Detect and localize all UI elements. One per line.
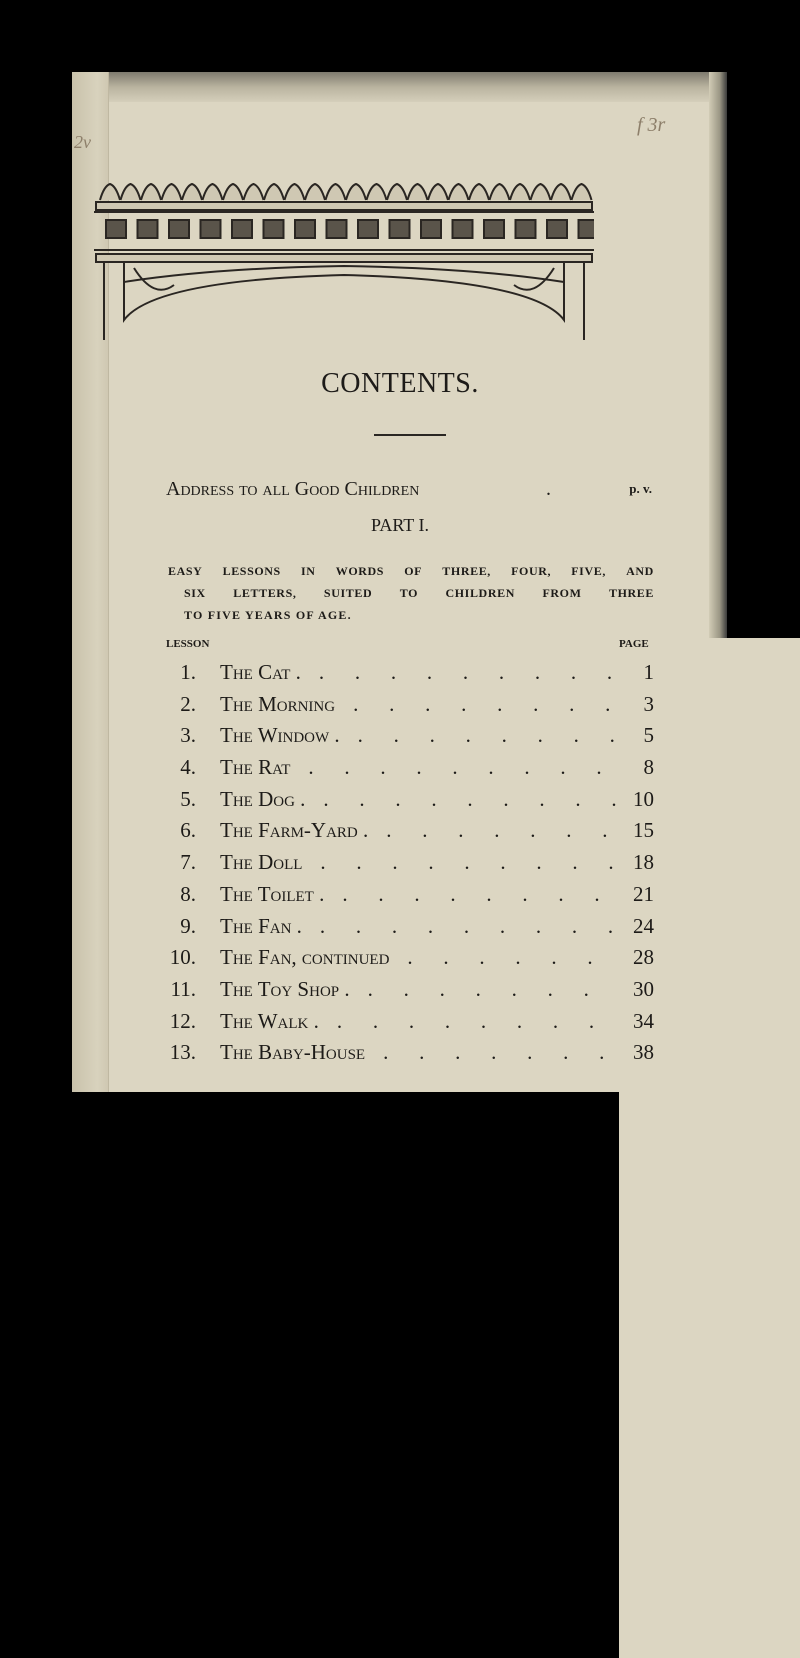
- leader-dot: .: [515, 945, 521, 970]
- address-page: p. v.: [629, 481, 652, 496]
- lesson-page: 34: [633, 1008, 654, 1033]
- lesson-list: [160, 655, 654, 1067]
- leader-dot: .: [444, 1008, 451, 1033]
- lesson-row: [160, 655, 654, 687]
- lesson-number: 2.: [180, 691, 196, 716]
- leader-dot: .: [594, 881, 600, 906]
- leader-dot: .: [602, 818, 608, 843]
- leader-dot: .: [500, 850, 506, 875]
- leader-dot: .: [431, 786, 437, 811]
- description-word: EASY: [168, 564, 203, 578]
- leader-dot: .: [395, 786, 401, 811]
- leader-dot: .: [536, 850, 542, 875]
- leader-dot: .: [389, 691, 395, 716]
- leader-dot: .: [575, 786, 581, 811]
- description-word: TO FIVE YEARS OF AGE.: [184, 608, 352, 622]
- lesson-row: [160, 972, 654, 1004]
- gothic-arch-ornament: [94, 150, 594, 340]
- address-entry: [166, 478, 652, 504]
- lesson-title: The Toilet .: [220, 881, 325, 906]
- description-word: FROM: [542, 586, 582, 600]
- leader-dot: .: [320, 850, 326, 875]
- leader-dot: .: [318, 660, 325, 684]
- leader-dot: .: [501, 723, 507, 748]
- leader-dot: .: [425, 691, 431, 716]
- description-word: THREE: [608, 586, 654, 600]
- leader-dot: .: [336, 1008, 343, 1033]
- leader-dot: .: [392, 850, 398, 875]
- leader-dot: .: [419, 1040, 425, 1065]
- leader-dot: .: [414, 881, 420, 906]
- leader-dot: .: [539, 786, 545, 811]
- leader-dot: .: [467, 786, 473, 811]
- lesson-title: The Baby-House: [220, 1040, 366, 1065]
- leader-dot: .: [558, 881, 564, 906]
- leader-dot: .: [439, 976, 445, 1001]
- lesson-title: The Farm-Yard .: [220, 818, 369, 843]
- leader-dot: .: [308, 755, 314, 780]
- leader-dot: .: [319, 913, 326, 938]
- lesson-number: 13.: [169, 1040, 196, 1065]
- leader-dot: .: [464, 850, 470, 875]
- leader-dot: .: [552, 1008, 559, 1033]
- leader-dot: .: [479, 945, 485, 970]
- leader-dot: .: [563, 1040, 569, 1065]
- lesson-row: [160, 750, 654, 782]
- leader-dot: .: [450, 881, 456, 906]
- leader-dot: .: [390, 660, 397, 684]
- leader-dot: .: [465, 723, 471, 748]
- description-word: OF: [404, 564, 423, 578]
- leader-dot: .: [560, 755, 566, 780]
- lesson-title: The Dog .: [220, 786, 306, 811]
- leader-dot: .: [607, 913, 614, 938]
- lesson-column-header: LESSON: [166, 638, 210, 650]
- lesson-page: 38: [633, 1040, 654, 1065]
- lesson-title: The Rat: [220, 755, 291, 780]
- leader-dot: .: [356, 850, 362, 875]
- leader-dot: .: [494, 818, 500, 843]
- leader-dot: .: [516, 1008, 523, 1033]
- leader-dot: .: [571, 913, 578, 938]
- lesson-page: 21: [633, 881, 654, 906]
- page-top-edge: [72, 72, 727, 102]
- leader-dot: .: [455, 1040, 461, 1065]
- leader-dot: .: [427, 913, 434, 938]
- leader-dot: .: [461, 691, 467, 716]
- left-margin-annotation: 2v: [74, 132, 91, 152]
- leader-dot: .: [522, 881, 528, 906]
- title-rule: [374, 434, 446, 436]
- lesson-page: 15: [633, 818, 654, 843]
- lesson-page: 5: [643, 723, 654, 748]
- lesson-row: [160, 1035, 654, 1067]
- part-title: PART I.: [371, 515, 429, 535]
- leader-dot: .: [535, 913, 542, 938]
- lesson-page: 18: [633, 850, 654, 875]
- leader-dot: .: [583, 976, 589, 1001]
- leader-dot: .: [416, 755, 422, 780]
- description-word: FOUR,: [511, 564, 552, 578]
- leader-dot: .: [611, 786, 617, 811]
- lesson-number: 4.: [180, 755, 196, 780]
- lesson-title: The Walk .: [220, 1008, 319, 1033]
- lesson-number: 8.: [180, 881, 196, 906]
- leader-dot: .: [429, 723, 435, 748]
- leader-dot: .: [499, 913, 506, 938]
- leader-dot: .: [534, 660, 541, 684]
- description-word: SUITED: [323, 586, 373, 600]
- description-word: TO: [399, 586, 419, 600]
- leader-dot: .: [497, 691, 503, 716]
- leader-dot: .: [353, 691, 359, 716]
- leader-dot: .: [527, 1040, 533, 1065]
- leader-dot: .: [367, 976, 373, 1001]
- lesson-row: [160, 877, 654, 909]
- lesson-number: 7.: [180, 850, 196, 875]
- leader-dot: .: [462, 660, 469, 684]
- lesson-row: [160, 940, 654, 972]
- leader-dot: .: [344, 755, 350, 780]
- description-word: LESSONS: [222, 564, 281, 578]
- leader-dot: .: [463, 913, 470, 938]
- description-line: [168, 604, 654, 626]
- lesson-title: The Window .: [220, 723, 340, 748]
- lesson-row: [160, 813, 654, 845]
- lesson-title: The Doll: [220, 850, 303, 875]
- leader-dot: .: [570, 660, 577, 684]
- lesson-row: [160, 845, 654, 877]
- description-word: AND: [626, 564, 654, 578]
- lesson-number: 9.: [180, 913, 196, 938]
- lesson-page: 30: [633, 976, 654, 1001]
- lesson-page: 10: [633, 786, 654, 811]
- leader-dot: .: [605, 691, 611, 716]
- leader-dot: .: [503, 786, 509, 811]
- lesson-title: The Cat .: [220, 660, 301, 684]
- leader-dot: .: [372, 1008, 379, 1033]
- lesson-page: 1: [643, 660, 654, 684]
- leader-dot: .: [573, 723, 579, 748]
- leader-dot: .: [323, 786, 329, 811]
- leader-dot: .: [609, 723, 615, 748]
- contents-title: CONTENTS.: [321, 368, 479, 399]
- leader-dot: .: [566, 818, 572, 843]
- leader-dot: .: [547, 976, 553, 1001]
- address-title: Address to all Good Children: [166, 478, 420, 500]
- folio-annotation: f 3r: [637, 114, 666, 136]
- leader-dot: .: [587, 945, 593, 970]
- lesson-row: [160, 687, 654, 719]
- description-line: [168, 582, 654, 604]
- leader-dot: .: [491, 1040, 497, 1065]
- lesson-number: 10.: [169, 945, 196, 970]
- leader-dot: .: [391, 913, 398, 938]
- lesson-title: The Morning: [220, 691, 336, 716]
- lesson-number: 3.: [180, 723, 196, 748]
- leader-dot: .: [524, 755, 530, 780]
- lesson-number: 1.: [180, 660, 196, 684]
- leader-dot: .: [606, 660, 613, 684]
- leader-dot: .: [355, 913, 362, 938]
- leader-dot: .: [359, 786, 365, 811]
- lesson-row: [160, 1004, 654, 1036]
- lesson-page: 24: [633, 913, 654, 938]
- leader-dot: .: [569, 691, 575, 716]
- leader-dot: .: [354, 660, 361, 684]
- lesson-page: 8: [643, 755, 654, 780]
- leader-dot: .: [475, 976, 481, 1001]
- lesson-number: 11.: [170, 976, 196, 1001]
- description-word: IN: [301, 564, 316, 578]
- leader-dot: .: [408, 1008, 415, 1033]
- leader-dot: .: [383, 1040, 389, 1065]
- leader-dot: .: [428, 850, 434, 875]
- leader-dot: .: [537, 723, 543, 748]
- leader-dot: .: [443, 945, 449, 970]
- lesson-title: The Toy Shop .: [220, 976, 350, 1001]
- leader-dot: .: [530, 818, 536, 843]
- leader-dot: .: [407, 945, 413, 970]
- description-word: CHILDREN: [445, 586, 515, 600]
- leader-dot: .: [452, 755, 458, 780]
- leader-dot: .: [422, 818, 428, 843]
- description-word: FIVE,: [571, 564, 606, 578]
- lesson-number: 12.: [169, 1008, 196, 1033]
- page-column-header: PAGE: [619, 638, 800, 1658]
- description-word: WORDS: [335, 564, 385, 578]
- address-leader: .: [546, 478, 551, 500]
- part-description: [168, 560, 654, 626]
- leader-dot: .: [357, 723, 363, 748]
- lesson-title: The Fan, continued: [220, 945, 390, 970]
- lesson-number: 5.: [180, 786, 196, 811]
- lesson-page: 28: [633, 945, 654, 970]
- leader-dot: .: [498, 660, 505, 684]
- leader-dot: .: [488, 755, 494, 780]
- leader-dot: .: [342, 881, 348, 906]
- leader-dot: .: [511, 976, 517, 1001]
- lesson-number: 6.: [180, 818, 196, 843]
- leader-dot: .: [458, 818, 464, 843]
- leader-dot: .: [426, 660, 433, 684]
- leader-dot: .: [588, 1008, 595, 1033]
- description-word: LETTERS,: [233, 586, 297, 600]
- leader-dot: .: [480, 1008, 487, 1033]
- leader-dot: .: [533, 691, 539, 716]
- leader-dot: .: [393, 723, 399, 748]
- leader-dot: .: [386, 818, 392, 843]
- leader-dot: .: [486, 881, 492, 906]
- lesson-row: [160, 909, 654, 941]
- description-line: [168, 560, 654, 582]
- leader-dot: .: [596, 755, 602, 780]
- lesson-page: 3: [643, 691, 654, 716]
- lesson-title: The Fan .: [220, 913, 302, 938]
- leader-dot: .: [403, 976, 409, 1001]
- leader-dot: .: [572, 850, 578, 875]
- description-word: SIX: [184, 586, 206, 600]
- leader-dot: .: [380, 755, 386, 780]
- leader-dot: .: [599, 1040, 605, 1065]
- description-word: THREE,: [442, 564, 491, 578]
- leader-dot: .: [378, 881, 384, 906]
- leader-dot: .: [608, 850, 614, 875]
- leader-dot: .: [551, 945, 557, 970]
- lesson-row: [160, 782, 654, 814]
- lesson-row: [160, 718, 654, 750]
